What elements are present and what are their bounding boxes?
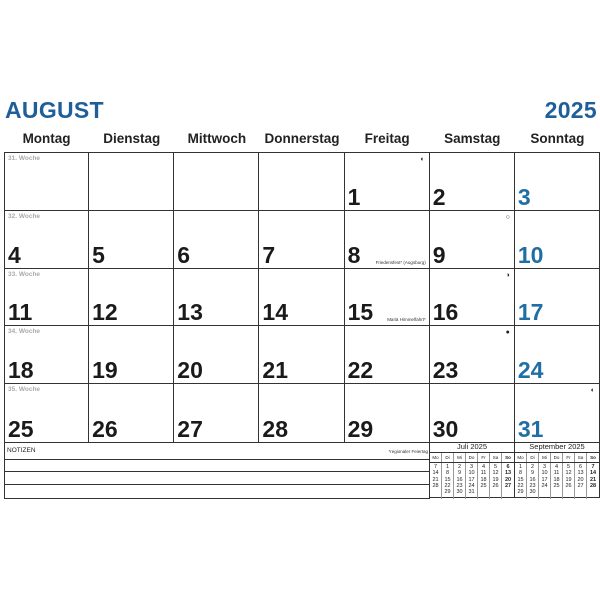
day-cell bbox=[4, 211, 89, 269]
calendar-grid bbox=[4, 152, 600, 443]
day-number: 8 bbox=[347, 241, 361, 268]
mini-calendar-weekday: So bbox=[590, 455, 596, 460]
day-number: 20 bbox=[177, 357, 203, 384]
day-number: 19 bbox=[92, 357, 118, 384]
mini-calendar-day: 6 bbox=[506, 464, 510, 470]
notes-area bbox=[4, 441, 430, 499]
day-cell bbox=[515, 211, 600, 269]
mini-calendar-title: September 2025 bbox=[515, 441, 599, 453]
day-cell bbox=[345, 211, 430, 269]
mini-calendar-column bbox=[551, 463, 563, 499]
day-cell bbox=[259, 326, 344, 384]
mini-calendar-weekday: So bbox=[505, 455, 511, 460]
mini-calendar-column bbox=[502, 463, 514, 499]
weekday-header: Donnerstag bbox=[264, 131, 340, 146]
day-cell bbox=[259, 384, 344, 442]
day-cell bbox=[89, 269, 174, 327]
mini-calendar-day: 25 bbox=[480, 482, 487, 489]
day-cell bbox=[89, 326, 174, 384]
day-number: 22 bbox=[347, 357, 374, 384]
day-cell bbox=[345, 269, 430, 327]
mini-calendar-day: 22 bbox=[517, 482, 524, 489]
day-cell bbox=[259, 269, 344, 327]
day-number: 17 bbox=[517, 299, 544, 326]
mini-calendar-days bbox=[515, 463, 599, 499]
mini-calendar-day: 3 bbox=[542, 464, 547, 470]
mini-calendar-column bbox=[575, 463, 587, 499]
day-cell bbox=[4, 153, 89, 211]
day-cell bbox=[515, 384, 600, 442]
day-number: 11 bbox=[8, 299, 33, 326]
full-moon-icon: ○ bbox=[505, 213, 510, 221]
holiday-footnote: *regionaler Feiertag bbox=[388, 449, 428, 454]
weekday-header: Montag bbox=[22, 131, 71, 146]
mini-calendar-day: 24 bbox=[541, 482, 548, 489]
mini-calendar-day: 16 bbox=[456, 476, 463, 483]
mini-calendar-day: 15 bbox=[517, 476, 524, 483]
mini-calendar-day: 23 bbox=[456, 482, 463, 489]
mini-calendar-weekday: Sa bbox=[575, 453, 587, 462]
day-number: 26 bbox=[92, 415, 118, 442]
day-cell bbox=[515, 153, 600, 211]
mini-calendar-day: 15 bbox=[444, 476, 451, 483]
day-cell bbox=[345, 153, 430, 211]
mini-calendar-weekday: Mi bbox=[454, 453, 466, 462]
note-line bbox=[5, 484, 430, 485]
mini-calendar-day: 1 bbox=[445, 464, 450, 470]
mini-calendar-day: 28 bbox=[432, 482, 439, 489]
day-number: 7 bbox=[262, 241, 276, 268]
day-number: 29 bbox=[347, 415, 374, 442]
mini-calendar-day: 30 bbox=[529, 489, 536, 496]
mini-calendar-day: 29 bbox=[517, 489, 524, 496]
mini-calendar-column bbox=[466, 463, 478, 499]
weekday-header: Sonntag bbox=[530, 131, 585, 146]
new-moon-icon: ● bbox=[505, 329, 510, 337]
mini-calendar-weekday: Do bbox=[551, 453, 563, 462]
weekday-header-row bbox=[4, 131, 600, 146]
mini-calendar-weekday: Fr bbox=[478, 453, 490, 462]
day-cell bbox=[345, 326, 430, 384]
mini-calendar-day: 18 bbox=[480, 476, 487, 483]
day-cell bbox=[259, 153, 344, 211]
day-number: 3 bbox=[517, 183, 531, 210]
mini-calendar-day: 7 bbox=[433, 464, 438, 470]
mini-calendar-day: 11 bbox=[553, 470, 560, 477]
day-number: 28 bbox=[262, 415, 289, 442]
mini-calendar-weekday: Di bbox=[527, 453, 539, 462]
day-number: 30 bbox=[432, 415, 459, 442]
weekday-header: Samstag bbox=[444, 131, 501, 146]
mini-calendar-day: 25 bbox=[553, 482, 560, 489]
day-cell bbox=[515, 326, 600, 384]
day-number: 15 bbox=[347, 299, 374, 326]
mini-calendar-day: 27 bbox=[504, 482, 512, 489]
mini-calendar-day: 12 bbox=[492, 470, 499, 477]
mini-calendar-day: 5 bbox=[566, 464, 571, 470]
holiday-label: Friedensfest* (Augsburg) bbox=[375, 259, 426, 265]
day-cell bbox=[89, 153, 174, 211]
day-number: 13 bbox=[177, 299, 203, 326]
day-cell bbox=[174, 153, 259, 211]
mini-calendar-weekday: Do bbox=[466, 453, 478, 462]
day-cell bbox=[174, 384, 259, 442]
mini-calendar-day: 24 bbox=[468, 482, 475, 489]
day-cell bbox=[174, 211, 259, 269]
mini-calendar-weekday: Mi bbox=[539, 453, 551, 462]
day-cell bbox=[515, 269, 600, 327]
weekday-header: Dienstag bbox=[103, 131, 161, 146]
mini-calendar-day: 28 bbox=[589, 482, 597, 489]
mini-calendar-day: 8 bbox=[445, 470, 450, 477]
mini-calendar-weekday: Di bbox=[442, 453, 454, 462]
day-cell bbox=[89, 384, 174, 442]
mini-calendar-day: 8 bbox=[518, 470, 523, 477]
week-number: 31. Woche bbox=[8, 155, 41, 162]
mini-calendar-day: 19 bbox=[492, 476, 499, 483]
month-title: AUGUST bbox=[5, 97, 104, 123]
mini-calendar-day: 31 bbox=[468, 489, 475, 496]
mini-calendar-day: 4 bbox=[481, 464, 486, 470]
day-cell bbox=[430, 384, 515, 442]
mini-calendar-july bbox=[429, 441, 514, 498]
holiday-label: Mariä Himmelfahrt* bbox=[387, 317, 426, 323]
first-quarter-moon-icon: ◐ bbox=[420, 156, 425, 163]
mini-calendar-day: 22 bbox=[444, 482, 451, 489]
day-cell bbox=[174, 269, 259, 327]
day-number: 25 bbox=[8, 415, 34, 442]
mini-calendar-column bbox=[490, 463, 502, 499]
day-cell bbox=[430, 326, 515, 384]
mini-calendar-day: 26 bbox=[565, 482, 572, 489]
mini-calendar-day: 2 bbox=[530, 464, 535, 470]
mini-calendar-day: 7 bbox=[591, 464, 595, 470]
note-line bbox=[5, 459, 430, 460]
day-number: 31 bbox=[517, 415, 544, 442]
day-number: 18 bbox=[8, 357, 34, 384]
mini-calendar-title: Juli 2025 bbox=[430, 441, 514, 453]
day-number: 9 bbox=[432, 241, 446, 268]
mini-calendar-day: 13 bbox=[577, 470, 584, 477]
mini-calendar-day: 17 bbox=[541, 476, 548, 483]
day-number: 24 bbox=[517, 357, 544, 384]
day-cell bbox=[430, 211, 515, 269]
day-cell bbox=[4, 384, 89, 442]
mini-calendar-day: 1 bbox=[518, 464, 523, 470]
day-number: 23 bbox=[432, 357, 459, 384]
last-quarter-moon-icon: ◑ bbox=[505, 271, 510, 279]
mini-calendar-day: 11 bbox=[480, 470, 487, 477]
mini-calendar-weekday: Mo bbox=[515, 453, 527, 462]
mini-calendar-column bbox=[515, 463, 527, 499]
mini-calendar-day: 18 bbox=[553, 476, 560, 483]
first-quarter-moon-icon: ◐ bbox=[590, 387, 595, 395]
mini-calendar-days bbox=[430, 463, 514, 499]
weekday-header: Mittwoch bbox=[187, 131, 247, 146]
day-cell bbox=[174, 326, 259, 384]
year-title: 2025 bbox=[544, 97, 597, 123]
mini-calendar-day: 17 bbox=[468, 476, 475, 483]
day-cell bbox=[430, 153, 515, 211]
mini-calendar-day: 12 bbox=[565, 470, 572, 477]
day-cell bbox=[259, 211, 344, 269]
mini-calendar-column bbox=[587, 463, 599, 499]
mini-calendar-day: 30 bbox=[456, 489, 463, 496]
day-number: 21 bbox=[262, 357, 289, 384]
day-cell bbox=[4, 326, 89, 384]
notes-label: NOTIZEN bbox=[7, 447, 36, 454]
mini-calendar-weekday: Fr bbox=[563, 453, 575, 462]
mini-calendar-header-row bbox=[515, 453, 599, 463]
mini-calendar-day: 23 bbox=[529, 482, 536, 489]
mini-calendar-column bbox=[478, 463, 490, 499]
week-number: 34. Woche bbox=[8, 328, 41, 336]
mini-calendar-day: 10 bbox=[541, 470, 548, 477]
mini-calendar-day: 26 bbox=[492, 482, 499, 489]
mini-calendar-column bbox=[454, 463, 466, 499]
week-number: 33. Woche bbox=[8, 270, 41, 278]
mini-calendar-day: 6 bbox=[578, 464, 583, 470]
mini-calendar-day: 14 bbox=[432, 470, 439, 477]
day-number: 4 bbox=[8, 241, 21, 268]
day-cell bbox=[345, 384, 430, 442]
note-line bbox=[5, 471, 430, 472]
mini-calendar-day: 21 bbox=[589, 476, 597, 483]
day-number: 27 bbox=[177, 415, 203, 442]
week-number: 35. Woche bbox=[8, 386, 41, 394]
week-number: 32. Woche bbox=[8, 212, 41, 220]
day-number: 12 bbox=[92, 299, 118, 326]
mini-calendar-column bbox=[430, 463, 442, 499]
mini-calendar-day: 4 bbox=[554, 464, 559, 470]
mini-calendar-weekday: Mo bbox=[430, 453, 442, 462]
mini-calendar-column bbox=[442, 463, 454, 499]
mini-calendar-day: 21 bbox=[432, 476, 439, 483]
mini-calendar-day: 9 bbox=[457, 470, 462, 477]
mini-calendar-column bbox=[527, 463, 539, 499]
day-cell bbox=[4, 269, 89, 327]
mini-calendar-day: 20 bbox=[577, 476, 584, 483]
mini-calendar-day: 14 bbox=[589, 470, 597, 477]
day-cell bbox=[89, 211, 174, 269]
mini-calendar-day: 10 bbox=[468, 470, 475, 477]
mini-calendar-september bbox=[514, 441, 600, 498]
mini-calendar-day: 5 bbox=[493, 464, 498, 470]
mini-calendar-header-row bbox=[430, 453, 514, 463]
day-number: 14 bbox=[262, 299, 289, 326]
day-number: 16 bbox=[432, 299, 459, 326]
mini-calendar-column bbox=[563, 463, 575, 499]
mini-calendar-day: 20 bbox=[504, 476, 512, 483]
mini-calendar-day: 13 bbox=[504, 470, 512, 477]
mini-calendar-day: 27 bbox=[577, 482, 584, 489]
day-number: 10 bbox=[517, 241, 544, 268]
mini-calendar-day: 9 bbox=[530, 470, 535, 477]
day-number: 6 bbox=[177, 241, 191, 268]
mini-calendar-day: 19 bbox=[565, 476, 572, 483]
day-number: 2 bbox=[432, 183, 446, 210]
day-cell bbox=[430, 269, 515, 327]
day-number: 5 bbox=[92, 241, 105, 268]
mini-calendar-column bbox=[539, 463, 551, 499]
mini-calendar-day: 2 bbox=[457, 464, 462, 470]
mini-calendar-day: 29 bbox=[444, 489, 451, 496]
mini-calendar-day: 3 bbox=[469, 464, 474, 470]
weekday-header: Freitag bbox=[364, 131, 410, 146]
mini-calendar-day: 16 bbox=[529, 476, 536, 483]
mini-calendar-weekday: Sa bbox=[490, 453, 502, 462]
day-number: 1 bbox=[347, 183, 361, 210]
